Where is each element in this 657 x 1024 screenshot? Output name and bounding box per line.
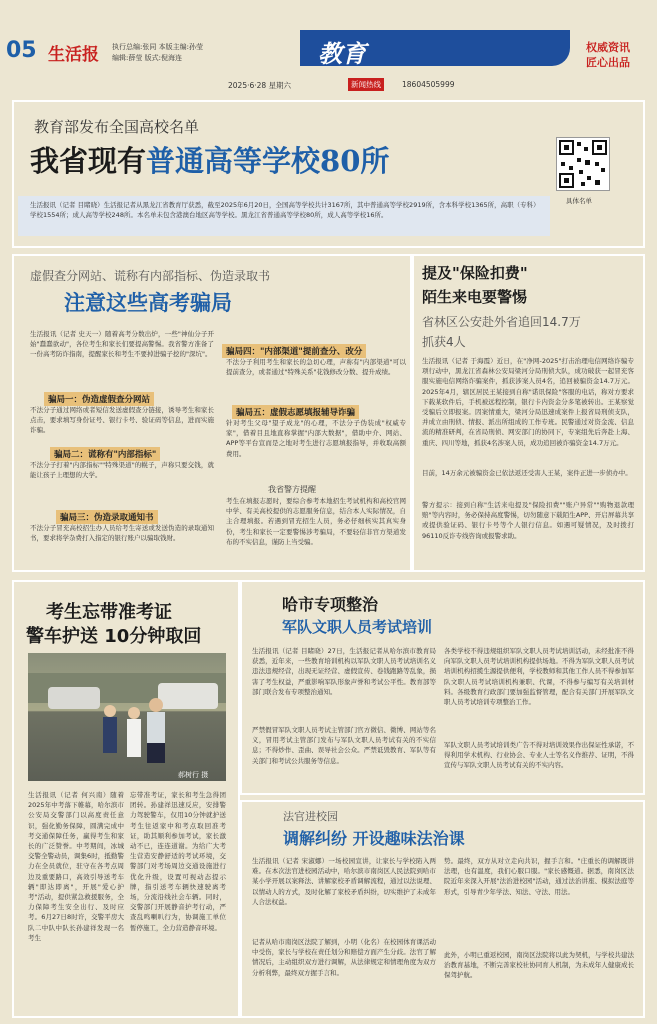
scam-kicker: 虚假查分网站、谎称有内部指标、伪造录取书 <box>30 269 271 283</box>
insurance-subhead-1: 省林区公安赴外省追回14.7万 <box>422 315 581 329</box>
legal-kicker: 法官进校园 <box>283 810 338 823</box>
insurance-headline-1: 提及"保险扣费" <box>422 264 528 282</box>
scam-tag-3: 骗局三：伪造录取通知书 <box>56 510 158 524</box>
section-title: 教育 <box>318 39 366 68</box>
page-number: 05 <box>6 38 37 63</box>
legal-body-2: 记者从哈市南岗区法院了解到，小明（化名）在校园体育课活动中受伤，家长与学校在责任划分和赔偿方面产生分歧。法官了解情况后，主动组织双方进行调解，从法律规定和情理角度为双方分析利弊，最终双方握手言和。 <box>252 938 436 977</box>
insurance-headline-2: 陌生来电要警惕 <box>422 288 528 306</box>
insurance-body-2: 目前，14万余元被骗资金已依法返还受害人王某，案件正进一步侦办中。 <box>422 469 632 477</box>
scam-body-2: 不法分子打着"内部指标""特殊渠道"的幌子，声称只要交钱，就能让孩子上理想的大学。 <box>30 461 214 480</box>
military-body-4: 军队文职人员考试培训类广告不得对培训效果作出保证性承诺，不得利用学术机构、行业协会、专业人士等名义作推荐、证明，不得宣传与军队文职人员考试有关的不实内容。 <box>444 741 634 770</box>
headline-blue-part: 普通高等学校80所 <box>146 144 390 178</box>
qr-code[interactable] <box>556 137 610 191</box>
escort-body-2: 忘带准考证，家长和考生急得团团转。孙建祥迅速反应，安排警力驾驶警车，仅用10分钟就护送考生往返家中和考点取回准考证，助其顺利参加考试，家长激动不已，连连道谢。为给广大考生营造安静舒适的考试环境，交警部门对考场周边交通设施进行优化升级，设置可视动态提示牌，指引送考车辆快速驶离考场，分流沿线社会车辆。同时，交警部门开展静音护考行动，严查乱鸣喇叭行为，协调施工单位暂停施工，全力营造静音环境。 <box>130 791 226 932</box>
scam-body-6: 考生在填报志愿时，要综合参考本地招生考试机构和高校官网中学、有关高校提供的志愿服务信息，结合本人实际情况，自主合理填报。若遇到冒充招生人员，务必仔细核实其真实身份，考生和家长一定要警惕涉考骗局，不要轻信非官方渠道发布的不实信息，谨防上当受骗。 <box>226 497 406 546</box>
escort-body-1: 生活报讯（记者 何兴南）随着2025年中考落下帷幕，哈尔滨市公安局交警部门以高度责任意识，强化勤务保障，圆满完成中考交通保障任务，赢得考生和家长的广泛赞誉。中考期间，冰城交警全警动员，调集6时，抵勤警力在全员就位，驻守在各考点周边及重要路口，高效引导送考车辆"即达即离"，开展"爱心护考"活动，提供紧急救援服务，全力保障考生安全出行、及时应考。6月27日8时许，交警平房大队二中队中队长孙建祥发现一名考生 <box>28 791 124 942</box>
insurance-body-1: 生活报讯（记者 于海霞）近日，在"净网-2025"打击治理电信网络诈骗专项行动中，黑龙江省森林公安局梁河分局刑侦大队，成功破获一起冒充客服实施电信网络诈骗案件，抓获涉案人员4名，追回被骗资金14.7万元。2025年4月，辖区居民王某接到自称"诺讯保险"客服的电话，称对方要求下载某软件后，手机被远程控制，银行卡内资金分多笔被转出。王某察觉受骗后立即报案。因案情重大，梁河分局迅速成案件上报省局刑侦支队，并成立由刑侦、情报、派出所组成的工作专班。民警通过对资金流、信息流的精准研判，在省局刑侦、网安部门的协同下，专案组先后奔赴上海、重庆、四川等地，抓获4名涉案人员，成功追回被诈骗资金14.7万元。 <box>422 357 634 447</box>
qr-label: 具体名单 <box>566 197 592 205</box>
editors-line-1: 执行总编:张同 本版主编:孙莹 <box>112 43 203 51</box>
police-reminder-heading: 我省警方提醒 <box>268 485 316 494</box>
military-body-2: 严禁假冒军队文职人员考试主管部门官方微信、微博、网站等名义，冒用考试主管部门发布与军队文职人员考试有关的不实信息；不得炒作、歪曲、误导社会公众。严禁诋毁教育、军队等有关部门和考试公共服务等信息。 <box>252 726 436 765</box>
insurance-subhead-2: 抓获4人 <box>422 335 466 349</box>
legal-headline: 调解纠纷 开设趣味法治课 <box>283 829 465 848</box>
scam-body-3: 不法分子冒充高校招生办人员给考生寄送或发送伪造的录取通知书，要求将学杂费打入指定的银行账户以骗取钱财。 <box>30 524 214 543</box>
insurance-body-3: 警方提示：接到自称"生活来电提及"保险扣费""账户异常""购物退款理赔"等内容时，务必保持高度警惕，切勿随意下载陌生APP、开启屏幕共享或提供验证码、银行卡号等个人银行信息。如遇可疑情况，及时拨打96110反诈专线咨询或报警求助。 <box>422 501 634 540</box>
scam-body-4: 不法分子利用考生和家长的急切心理，声称有"内部渠道"可以提前查分，或者通过"特殊关系"花钱修改分数、提升成绩。 <box>226 358 406 377</box>
escort-headline-2: 警车护送 10分钟取回 <box>26 626 202 647</box>
scam-body-1: 不法分子通过网络或者短信发送虚假查分链接，诱导考生和家长点击，要求填写身份证号、银行卡号、验证码等信息，进而实施诈骗。 <box>30 406 214 435</box>
slogan-line-2: 匠心出品 <box>586 56 630 69</box>
scam-tag-4: 骗局四："内部渠道"提前查分、改分 <box>222 344 366 358</box>
legal-body-3: 势。最终，双方从对立走向共识，握手言和。"庄重长的调解既讲法理，也有温度，我们心服口服。"家长感慨道。据悉，南岗区法院近年来深入开展"法治进校园"活动，通过法治讲座、模拟法庭等形式，引导青少年学法、知法、守法、用法。 <box>444 857 634 896</box>
hotline-label: 新闻热线 <box>348 78 384 91</box>
editors-line-2: 编辑:薛莹 版式:倪海连 <box>112 54 182 62</box>
military-body-1: 生活报讯（记者 目睹晓）27日，生活报记者从哈尔滨市教育局获悉，近年来，一些教育培训机构以军队文职人员考试培训名义违法违规经营，出现无证经营、虚假宣传、卷钱跑路等乱象，损害了考生权益，严重影响军队形象声誉和考试公平性。教育部等部门联合发布专项整治通知。 <box>252 647 436 696</box>
slogan <box>586 40 630 70</box>
scam-headline: 注意这些高考骗局 <box>64 291 232 315</box>
military-headline-2: 军队文职人员考试培训 <box>282 618 433 636</box>
top-story-headline <box>30 139 389 180</box>
escort-headline-1: 考生忘带准考证 <box>46 602 172 623</box>
slogan-line-1: 权威资讯 <box>586 41 630 54</box>
top-story-lead: 生活报讯（记者 目睹晓）生活报记者从黑龙江省教育厅获悉，截至2025年6月20日，全国高等学校共计3167所，其中普通高等学校2919所，含本科学校1365所，高职（专科）学校1554所；成人高等学校248所。本名单未包含港澳台地区高等学校。黑龙江省普通高等学校80所，成人高等学校16所。 <box>30 201 540 219</box>
legal-body-4: 此外，小明已重返校园，南岗区法院将以此为契机，与学校共建法治教育基地，不断完善家校社协同育人机制，为未成年人健康成长保驾护航。 <box>444 951 634 980</box>
top-story-kicker: 教育部发布全国高校名单 <box>34 118 200 136</box>
scam-lead: 生活报讯（记者 史天一）随着高考分数出炉，一些"神仙分子开始"蠢蠢欲动"，各位考生和家长们要提高警惕。我省警方准备了一份高考防诈指南，提醒家长和考生不要掉进骗子挖的"深坑"。 <box>30 330 214 359</box>
escort-photo <box>28 653 226 781</box>
police-photo-illustration <box>28 653 226 781</box>
photo-credit: 郝树行 摄 <box>178 771 209 779</box>
dateline: 2025·6·28 星期六 <box>228 81 292 90</box>
legal-body-1: 生活报讯（记者 宋淑娜）一场校园宣讲，让家长与学校陷入两难。在本次法官进校园活动中，哈尔滨市南岗区人民法院到哈市某小学开展以案释法、讲解家校矛盾调解流程，通过以法说理、以情动人的方式，及时化解了家校矛盾纠纷，切实维护了未成年人合法权益。 <box>252 857 436 906</box>
qr-code-icon <box>557 138 609 190</box>
military-body-3: 各类学校不得违规组织军队文职人员考试培训活动，未经批准不得向军队文职人员考试培训机构提供场地。不得为军队文职人员考试培训机构招揽生源提供便利，学校教师和其他工作人员不得参加军队文职人员考试培训机构兼职、代课，不得参与编写有关培训材料。各级教育行政部门要加强监督管理，配合有关部门开展军队文职人员考试培训专项整治工作。 <box>444 647 634 707</box>
scam-body-5: 针对考生父母"望子成龙"的心理，不法分子伪装成"权威专家"，借着目且地直称掌握"内部大数据"，借助中介、网站、APP等平台宣而是之地对考生进行志愿填报指导，并收取高额费用。 <box>226 419 406 458</box>
hotline-number: 18604505999 <box>402 80 455 89</box>
military-headline-1: 哈市专项整治 <box>282 595 379 614</box>
scam-tag-2: 骗局二：谎称有"内部指标" <box>50 447 160 461</box>
scam-tag-1: 骗局一：伪造虚假查分网站 <box>44 392 154 406</box>
paper-name: 生活报 <box>48 45 99 65</box>
headline-black-part: 我省现有 <box>30 144 147 178</box>
scam-tag-5: 骗局五：虚假志愿填报辅导诈骗 <box>232 405 359 419</box>
editors-credit <box>112 42 203 64</box>
